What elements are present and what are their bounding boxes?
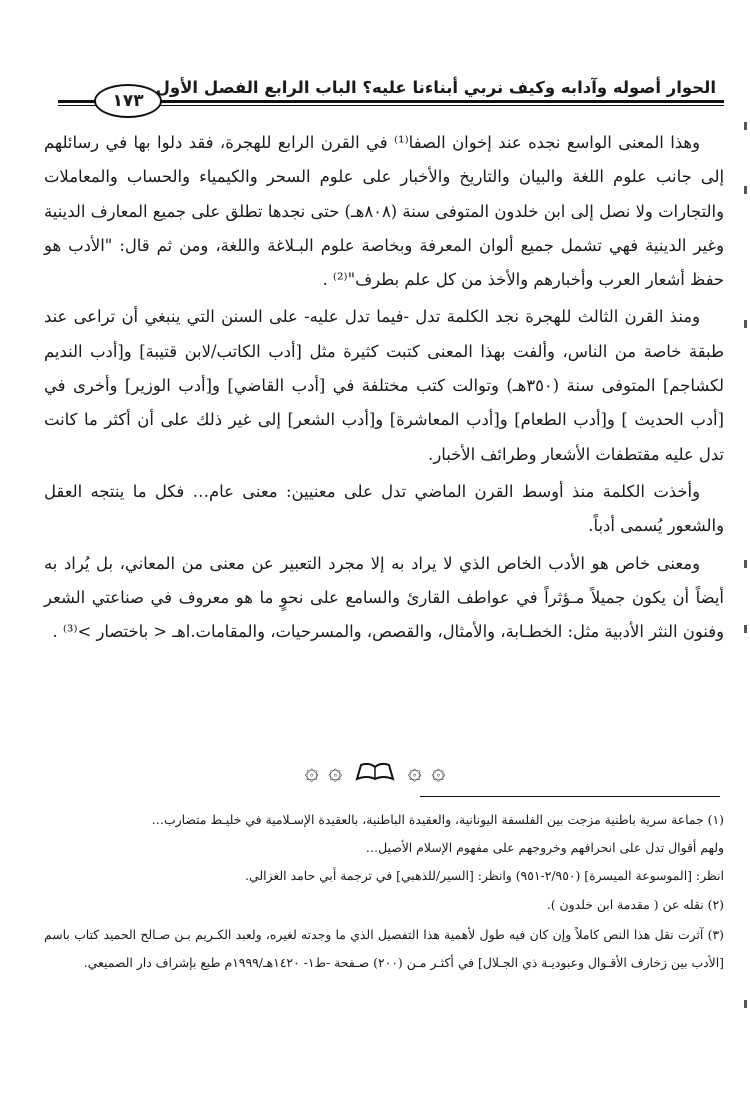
open-book-icon	[355, 759, 395, 787]
rosette-icon: ۞	[304, 757, 319, 785]
footnote-1-line-2: ولهم أقوال تدل على انحرافهم وخروجهم على مفهوم الإسلام الأصيل…	[365, 839, 724, 855]
rosette-icon: ۞	[407, 757, 422, 785]
scan-mark	[744, 122, 747, 130]
rosette-icon: ۞	[328, 757, 343, 785]
rosette-icon: ۞	[431, 757, 446, 785]
paragraph-2: ومنذ القرن الثالث للهجرة نجد الكلمة تدل -فيما تدل عليه- على السنن التي ينبغي أن تراعى عند طبقة خاصة من الناس، وألفت بهذا المعنى كتبت كثيرة مثل [أدب الكاتب/لابن قتيبة] و[أدب النديم لكشاجم] المتوفى سنة (٣٥٠هـ) وتوالت كتب مختلفة في [أدب القاضي] و[أدب الوزير] وأخرى في [أدب الحديث ] و[أدب الطعام] و[أدب المعاشرة] و[أدب الشعر] إلى غير ذلك على أن أكثر ما كانت تدل عليه مقتطفات الأشعار وطرائف الأخبار.	[44, 307, 724, 464]
footnote-1-reference: انظر: [الموسوعة الميسرة] (٢/٩٥٠-٩٥١) وانظر: [السير/للذهبي] في ترجمة أبي حامد الغزالي.	[245, 867, 724, 883]
paragraph-3: وأخذت الكلمة منذ أوسط القرن الماضي تدل على معنيين: معنى عام… فكل ما ينتجه العقل والشعور يُسمى أدباً.	[44, 481, 724, 536]
header-title: الحوار أصوله وآدابه وكيف نربي أبناءنا عليه؟ الباب الرابع الفصل الأول	[152, 78, 720, 97]
page-number: ١٧٣	[94, 84, 162, 118]
footnotes	[44, 806, 724, 977]
footnote-3: (٣) آثرت نقل هذا النص كاملاً وإن كان فيه طول لأهمية هذا التفصيل الذي ما وجدته لغيره، ولعبد الكـريم بـن صـالح الحميد كتاب باسم [الأدب بين زخارف الأقـوال وعبوديـة ذي الجـلال] في أكثـر مـن (٢٠٠) صـفحة -ط١- ١٤٢٠هـ/١٩٩٩م طبع بإشراف دار الصميعي.	[44, 927, 724, 970]
scan-mark	[744, 625, 747, 633]
footnote-2: (٢) نقله عن ( مقدمة ابن خلدون ).	[546, 897, 724, 913]
scan-mark	[744, 320, 747, 328]
scan-mark	[744, 1000, 747, 1008]
paragraph-4: ومعنى خاص هو الأدب الخاص الذي لا يراد به إلا مجرد التعبير عن معنى من المعاني، بل يُراد به أيضاً أن يكون جميلاً مـؤثراً في عواطف القارئ والسامع على نحوٍ ما هو معروف في صناعتي الشعر وفنون النثر الأدبية مثل: الخطـابة، والأمثال، والقصص، والمسرحيات، والمقامات.اهـ < باختصار >⁽³⁾ .	[44, 553, 724, 642]
section-ornament	[0, 757, 750, 787]
paragraph-1: وهذا المعنى الواسع نجده عند إخوان الصفا⁽¹⁾ في القرن الرابع للهجرة، فقد دلوا بها في رسائلهم إلى جانب علوم اللغة والبيان والتاريخ والأخبار على علوم السحر والكيمياء والحساب والمعاملات والتجارات ولا نصل إلى ابن خلدون المتوفى سنة (٨٠٨هـ) حتى نجدها تطلق على جميع المعارف الدينية وغير الدينية فهي تشمل جميع ألوان المعرفة وبخاصة علوم البـلاغة واللغة، ومن ثم قال: "الأدب هو حفظ أشعار العرب وأخبارهم والأخذ من كل علم بطرف"⁽²⁾ .	[44, 133, 724, 290]
running-header	[58, 76, 724, 116]
footnote-1-line-1: (١) جماعة سرية باطنية مزجت بين الفلسفة اليونانية، والعقيدة الباطنية، بالعقيدة الإسـلامية في خليـط متضارب…	[151, 812, 724, 827]
scan-mark	[744, 560, 747, 568]
main-text	[44, 126, 724, 649]
scan-mark	[744, 186, 747, 194]
footnote-separator	[420, 796, 720, 797]
